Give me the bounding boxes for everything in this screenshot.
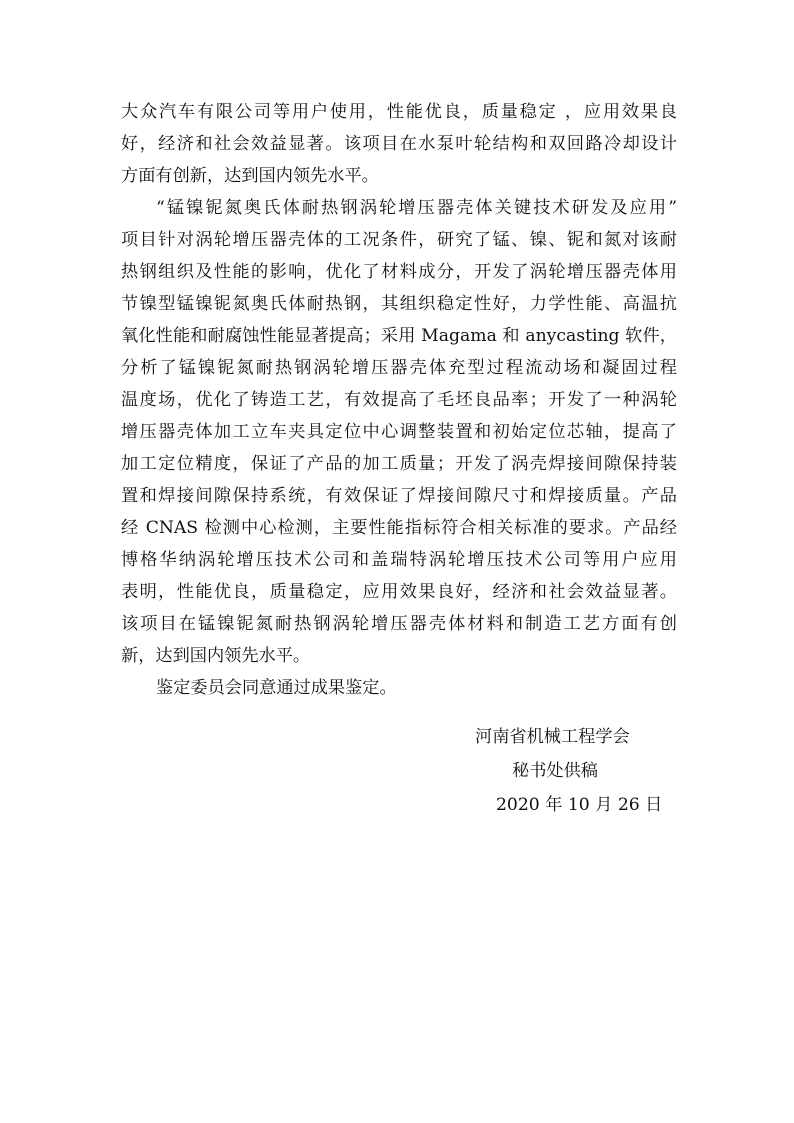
text-line: 氧化性能和耐腐蚀性能显著提高；采用 Magama 和 anycasting 软件，: [121, 326, 677, 346]
paragraph-1: [121, 96, 677, 192]
text-line: 鉴定委员会同意通过成果鉴定。: [156, 678, 397, 698]
text-line: 节镍型锰镍铌氮奥氏体耐热钢，其组织稳定性好，力学性能、高温抗: [121, 294, 677, 314]
text-line: “锰镍铌氮奥氏体耐热钢涡轮增压器壳体关键技术研发及应用”: [156, 198, 677, 218]
paragraph-2: [121, 192, 677, 672]
text-line: 分析了锰镍铌氮耐热钢涡轮增压器壳体充型过程流动场和凝固过程: [121, 358, 677, 378]
text-line: 增压器壳体加工立车夹具定位中心调整装置和初始定位芯轴，提高了: [121, 422, 677, 442]
text-line: 置和焊接间隙保持系统，有效保证了焊接间隙尺寸和焊接质量。产品: [121, 486, 677, 506]
signature-block: [430, 720, 700, 822]
text-line: 该项目在锰镍铌氮耐热钢涡轮增压器壳体材料和制造工艺方面有创: [121, 614, 677, 634]
signature-date: 2020 年 10 月 26 日: [496, 795, 663, 815]
text-line: 新，达到国内领先水平。: [121, 646, 311, 666]
text-line: 方面有创新，达到国内领先水平。: [121, 166, 379, 186]
text-line: 加工定位精度，保证了产品的加工质量；开发了涡壳焊接间隙保持装: [121, 454, 677, 474]
text-line: 好，经济和社会效益显著。该项目在水泵叶轮结构和双回路冷却设计: [121, 134, 677, 154]
text-line: 热钢组织及性能的影响，优化了材料成分，开发了涡轮增压器壳体用: [121, 262, 677, 282]
text-line: 温度场，优化了铸造工艺，有效提高了毛坯良品率；开发了一种涡轮: [121, 390, 677, 410]
text-line: 大众汽车有限公司等用户使用，性能优良，质量稳定 ，应用效果良: [121, 102, 677, 122]
paragraph-3: [121, 672, 677, 704]
text-line: 项目针对涡轮增压器壳体的工况条件，研究了锰、镍、铌和氮对该耐: [121, 230, 677, 250]
signature-office: 秘书处供稿: [512, 761, 598, 781]
signature-organization: 河南省机械工程学会: [475, 727, 630, 747]
text-line: 经 CNAS 检测中心检测，主要性能指标符合相关标准的要求。产品经: [121, 518, 677, 538]
text-line: 表明，性能优良，质量稳定，应用效果良好，经济和社会效益显著。: [121, 582, 677, 602]
text-line: 博格华纳涡轮增压技术公司和盖瑞特涡轮增压技术公司等用户应用: [121, 550, 677, 570]
document-body: [121, 96, 677, 704]
